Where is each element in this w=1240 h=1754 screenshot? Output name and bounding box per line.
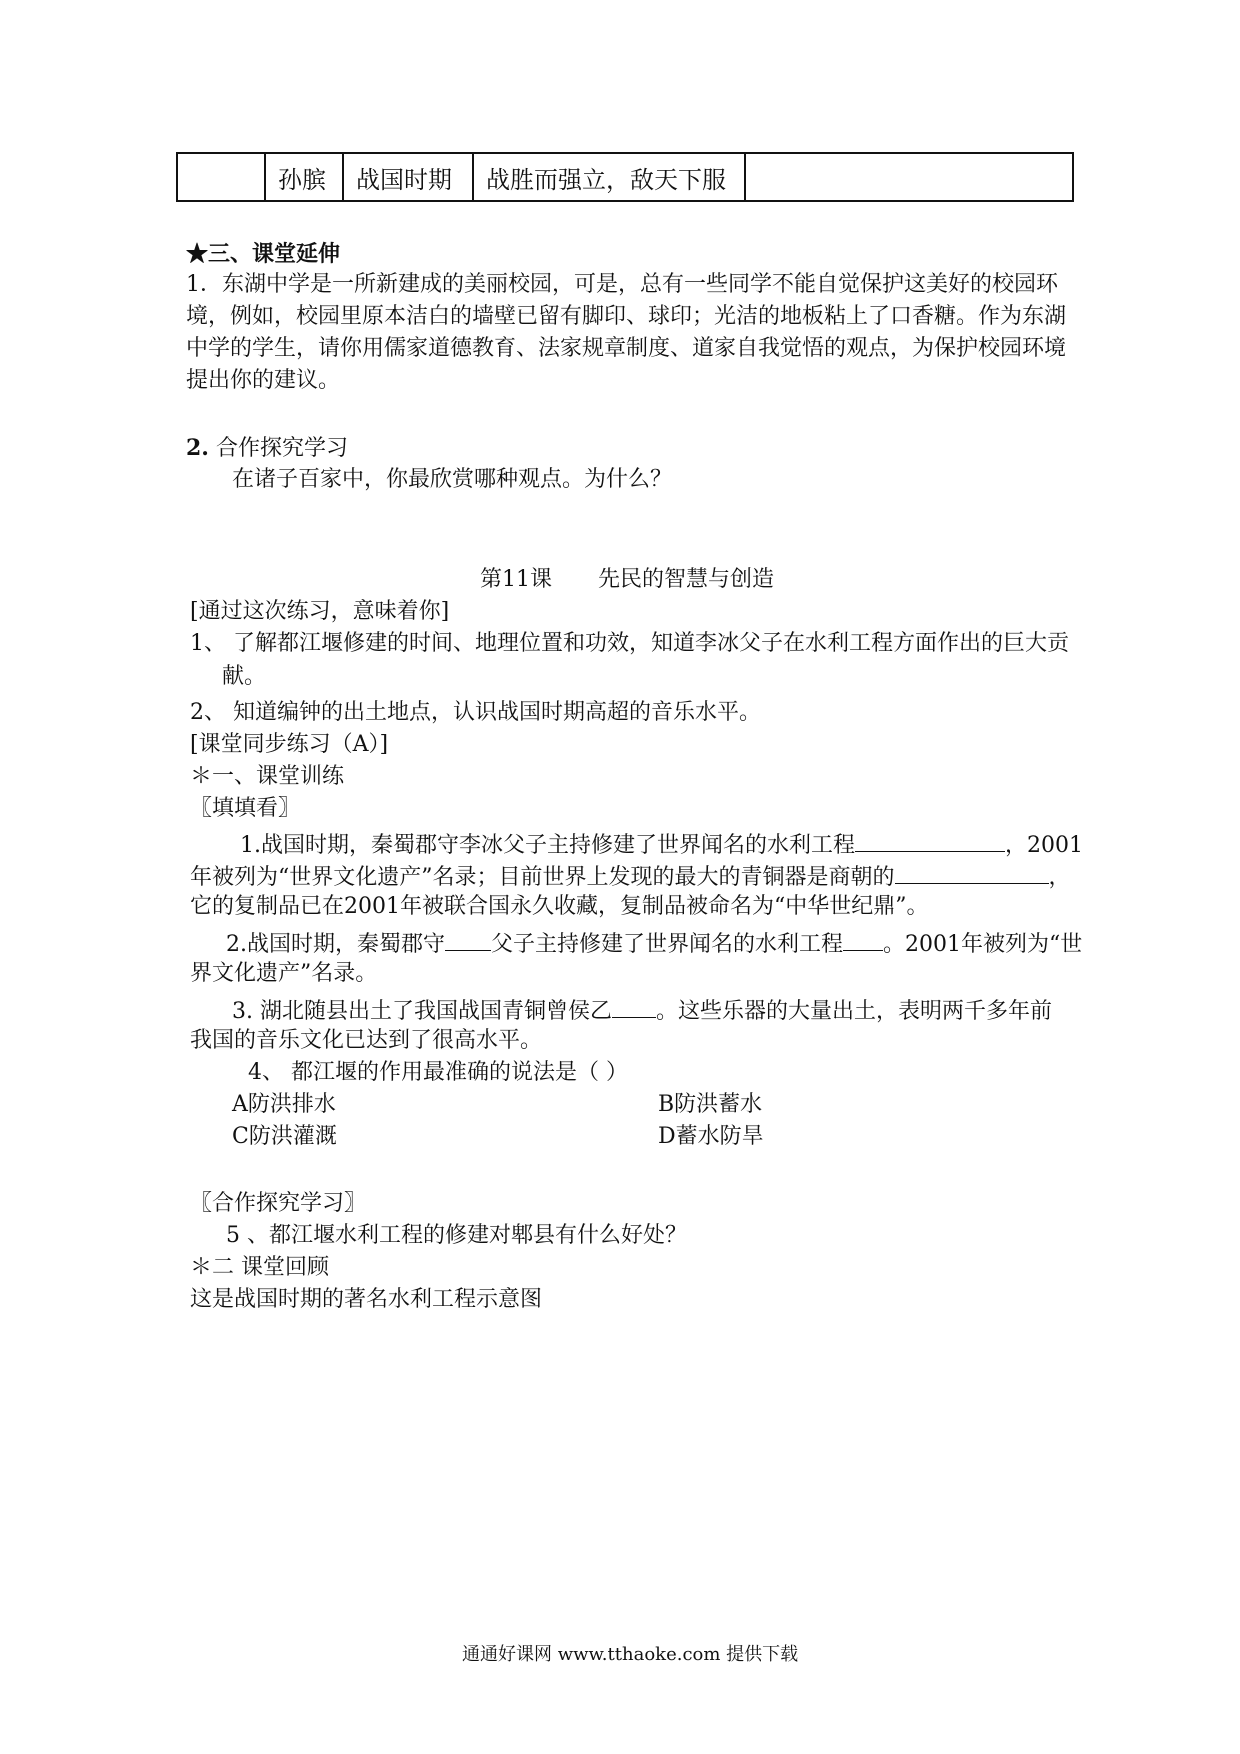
choice-q4: 4、 都江堰的作用最准确的说法是（ ） bbox=[248, 1060, 628, 1085]
table-cell-blank bbox=[745, 153, 1073, 201]
table-cell-quote: 战胜而强立，敌天下服 bbox=[473, 153, 745, 201]
goal-1-line1: 1、 了解都江堰修建的时间、地理位置和功效，知道李冰父子在水利工程方面作出的巨大贡 bbox=[190, 631, 1069, 656]
fill-q2-line1 bbox=[226, 926, 1082, 961]
page-footer: 通通好课网 www.tthaoke.com 提供下载 bbox=[462, 1644, 799, 1665]
fill-q2-text-b: 父子主持修建了世界闻名的水利工程 bbox=[491, 932, 844, 957]
option-b[interactable]: B防洪蓄水 bbox=[658, 1092, 763, 1117]
option-d[interactable]: D蓄水防旱 bbox=[658, 1124, 764, 1149]
fill-q1-line2 bbox=[190, 859, 1071, 894]
table-cell-empty bbox=[177, 153, 265, 201]
section3-q1-line4: 提出你的建议。 bbox=[186, 368, 341, 393]
fill-q2-text-c: 。2001年被列为“世 bbox=[883, 932, 1083, 957]
review-header: ＊二 课堂回顾 bbox=[190, 1255, 329, 1280]
lesson-title: 先民的智慧与创造 bbox=[598, 567, 775, 592]
answer-blank[interactable] bbox=[855, 827, 1005, 852]
fill-q3-line2: 我国的音乐文化已达到了很高水平。 bbox=[190, 1028, 543, 1053]
fill-q3-line1 bbox=[232, 993, 1052, 1028]
goal-2: 2、 知道编钟的出土地点，认识战国时期高超的音乐水平。 bbox=[190, 700, 761, 725]
section3-q1-line1: 1．东湖中学是一所新建成的美丽校园，可是，总有一些同学不能自觉保护这美好的校园环 bbox=[186, 272, 1059, 297]
fill-q2-text-a: 2.战国时期，秦蜀郡守 bbox=[226, 932, 445, 957]
section3-q2 bbox=[186, 432, 348, 465]
section3-q2-title: 合作探究学习 bbox=[215, 436, 348, 461]
option-c[interactable]: C防洪灌溉 bbox=[232, 1124, 337, 1149]
lesson-number: 第11课 bbox=[480, 567, 552, 592]
fill-q2-line2: 界文化遗产”名录。 bbox=[190, 961, 378, 986]
fill-q1-line1 bbox=[240, 827, 1083, 862]
answer-blank[interactable] bbox=[843, 926, 883, 951]
section3-q2-text: 在诸子百家中，你最欣赏哪种观点。为什么？ bbox=[232, 467, 673, 492]
table-cell-person: 孙膑 bbox=[265, 153, 343, 201]
fill-q1-text-b: ，2001 bbox=[1005, 833, 1083, 858]
option-a[interactable]: A防洪排水 bbox=[232, 1092, 336, 1117]
fill-header: 〖填填看〗 bbox=[190, 796, 301, 821]
section3-q1-line3: 中学的学生，请你用儒家道德教育、法家规章制度、道家自我觉悟的观点，为保护校园环境 bbox=[186, 336, 1067, 361]
goals-header: [通过这次练习，意味着你] bbox=[190, 599, 450, 624]
fill-q1-line3: 它的复制品已在2001年被联合国永久收藏，复制品被命名为“中华世纪鼎”。 bbox=[190, 894, 929, 919]
table-cell-period: 战国时期 bbox=[343, 153, 473, 201]
section3-q2-number: 2. bbox=[186, 435, 209, 461]
fill-q1-text-a: 1.战国时期，秦蜀郡守李冰父子主持修建了世界闻名的水利工程 bbox=[240, 833, 855, 858]
question-5: 5 、都江堰水利工程的修建对郫县有什么好处？ bbox=[226, 1223, 687, 1248]
answer-blank[interactable] bbox=[612, 993, 656, 1018]
answer-blank[interactable] bbox=[895, 859, 1049, 884]
lesson-table-row bbox=[176, 152, 1074, 202]
fill-q1-text-d: ， bbox=[1048, 865, 1071, 890]
goal-1-line2: 献。 bbox=[222, 664, 267, 689]
coop-header: 〖合作探究学习〗 bbox=[190, 1191, 367, 1216]
section3-title: ★三、课堂延伸 bbox=[186, 241, 341, 267]
fill-q1-text-c: 年被列为“世界文化遗产”名录；目前世界上发现的最大的青铜器是商朝的 bbox=[190, 865, 895, 890]
fill-q3-text-a: 3. 湖北随县出土了我国战国青铜曾侯乙 bbox=[232, 999, 612, 1024]
answer-blank[interactable] bbox=[445, 926, 491, 951]
review-text: 这是战国时期的著名水利工程示意图 bbox=[190, 1287, 543, 1312]
practice-header: [课堂同步练习（A）] bbox=[190, 732, 389, 757]
fill-q3-text-b: 。这些乐器的大量出土，表明两千多年前 bbox=[656, 999, 1053, 1024]
section3-q1-line2: 境，例如，校园里原本洁白的墙壁已留有脚印、球印；光洁的地板粘上了口香糖。作为东湖 bbox=[186, 304, 1067, 329]
training-header: ＊一、课堂训练 bbox=[190, 764, 345, 789]
